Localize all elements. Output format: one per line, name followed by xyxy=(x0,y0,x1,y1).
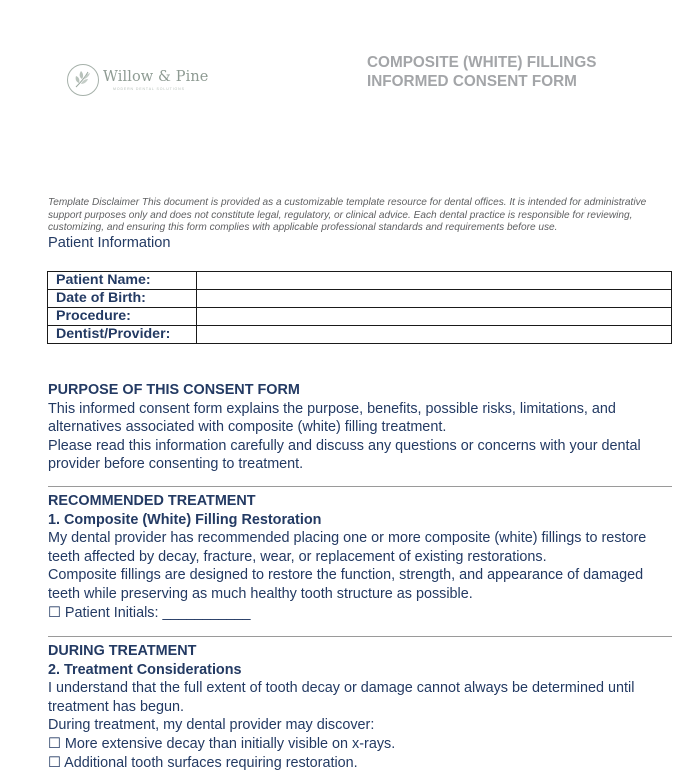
checkbox-item-additional-surfaces[interactable]: ☐ Additional tooth surfaces requiring restoration. xyxy=(48,754,358,771)
patient-info-table xyxy=(47,271,672,344)
section-divider xyxy=(48,486,672,487)
section-divider xyxy=(48,636,672,637)
patient-info-heading: Patient Information xyxy=(48,235,171,251)
procedure-label: Procedure: xyxy=(48,308,197,326)
form-title-line-1: COMPOSITE (WHITE) FILLINGS xyxy=(367,54,597,71)
table-row xyxy=(48,290,672,308)
table-row xyxy=(48,272,672,290)
purpose-section xyxy=(48,381,676,474)
during-paragraph-2: During treatment, my dental provider may discover: xyxy=(48,717,375,734)
template-disclaimer: Template Disclaimer This document is provided as a customizable template resource for dental offices. It is intended for administrative support purposes only and does not constitute legal, regulatory, or clinical advice. Each dental practice is responsible for reviewing, customizing, and ensuring this form complies with applicable professional standards and requirements before use. xyxy=(48,197,647,234)
dentist-provider-label: Dentist/Provider: xyxy=(48,326,197,344)
patient-name-label: Patient Name: xyxy=(48,272,197,290)
during-paragraph-1: I understand that the full extent of tooth decay or damage cannot always be determined until treatment has begun. xyxy=(48,680,635,715)
recommended-treatment-section xyxy=(48,492,676,622)
patient-name-field[interactable] xyxy=(197,272,672,290)
date-of-birth-field[interactable] xyxy=(197,290,672,308)
practice-tagline: MODERN DENTAL SOLUTIONS xyxy=(113,87,185,91)
form-title-line-2: INFORMED CONSENT FORM xyxy=(367,73,577,90)
during-treatment-heading: DURING TREATMENT xyxy=(48,643,197,659)
checkbox-item-extensive-decay[interactable]: ☐ More extensive decay than initially visible on x-rays. xyxy=(48,735,396,752)
purpose-paragraph-1: This informed consent form explains the purpose, benefits, possible risks, limitations, and alternatives associated with composite (white) filling treatment. xyxy=(48,400,616,436)
patient-initials-checkbox[interactable]: ☐ Patient Initials: ___________ xyxy=(48,604,251,621)
table-row xyxy=(48,326,672,344)
dentist-provider-field[interactable] xyxy=(197,326,672,344)
practice-name: Willow & Pine xyxy=(103,69,209,85)
treatment-considerations-subheading: 2. Treatment Considerations xyxy=(48,661,242,678)
date-of-birth-label: Date of Birth: xyxy=(48,290,197,308)
composite-filling-subheading: 1. Composite (White) Filling Restoration xyxy=(48,511,322,528)
recommended-treatment-heading: RECOMMENDED TREATMENT xyxy=(48,493,256,509)
leaf-emblem-icon xyxy=(66,63,100,97)
form-title xyxy=(367,53,596,91)
recommended-paragraph-2: Composite fillings are designed to restore the function, strength, and appearance of damaged teeth while preserving as much healthy tooth structure as possible. xyxy=(48,567,644,602)
purpose-paragraph-2: Please read this information carefully and discuss any questions or concerns with your dental provider before consenting to treatment. xyxy=(48,437,641,473)
purpose-heading: PURPOSE OF THIS CONSENT FORM xyxy=(48,382,300,398)
recommended-paragraph-1: My dental provider has recommended placing one or more composite (white) fillings to restore teeth affected by decay, fracture, wear, or replacement of existing restorations. xyxy=(48,530,647,565)
table-row xyxy=(48,308,672,326)
practice-logo xyxy=(66,63,208,97)
procedure-field[interactable] xyxy=(197,308,672,326)
during-treatment-section xyxy=(48,642,676,772)
